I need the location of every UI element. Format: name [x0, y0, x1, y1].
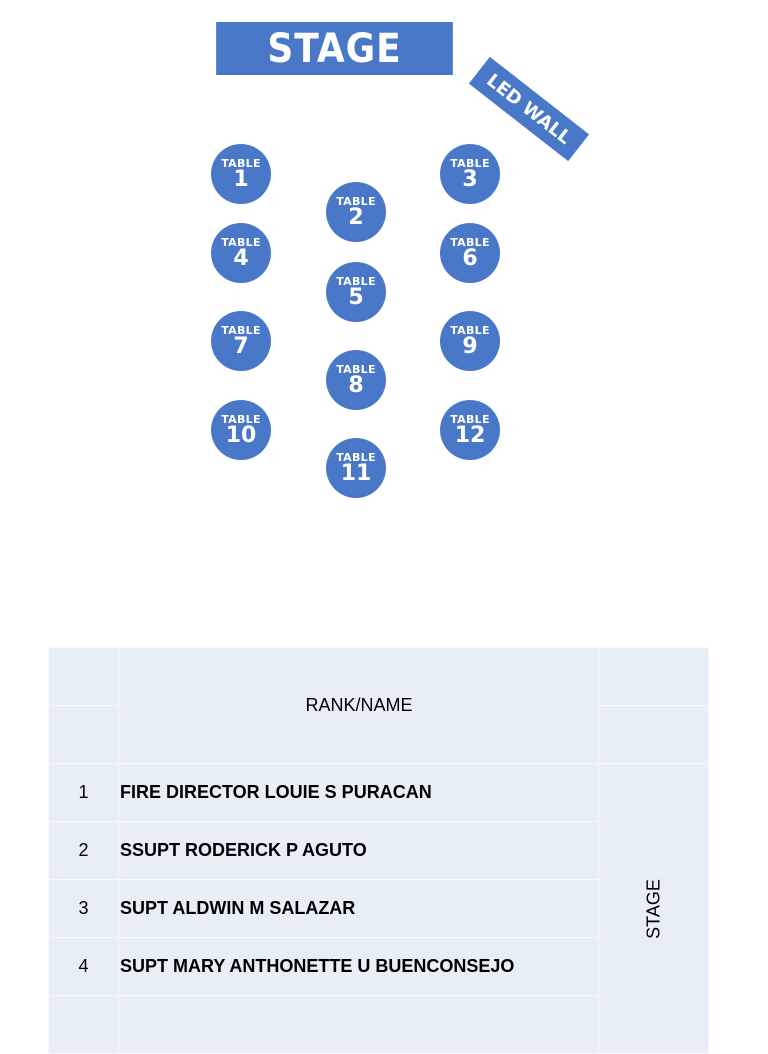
- table-number: 7: [233, 333, 249, 359]
- table-word: TABLE: [336, 362, 376, 376]
- stage-banner: STAGE: [216, 22, 453, 75]
- table-number: 8: [348, 372, 364, 398]
- stage-side-cell: [599, 764, 709, 1054]
- header-row: [49, 648, 709, 706]
- table-marker: [440, 311, 500, 371]
- guest-name: SSUPT RODERICK P AGUTO: [119, 822, 599, 880]
- table-marker: [326, 262, 386, 322]
- table-word: TABLE: [336, 274, 376, 288]
- row-number: 4: [49, 938, 119, 996]
- table-number: 2: [348, 204, 364, 230]
- empty-cell: [599, 648, 709, 706]
- led-wall: LED WALL: [469, 57, 589, 161]
- table-word: TABLE: [221, 235, 261, 249]
- table-marker: [211, 400, 271, 460]
- table-marker: [440, 144, 500, 204]
- table-number: 9: [462, 333, 478, 359]
- table-marker: [326, 438, 386, 498]
- stage-side-label: STAGE: [643, 878, 663, 939]
- guest-name: SUPT MARY ANTHONETTE U BUENCONSEJO: [119, 938, 599, 996]
- guest-name: FIRE DIRECTOR LOUIE S PURACAN: [119, 764, 599, 822]
- table-marker: [326, 350, 386, 410]
- table-number: 11: [340, 460, 372, 486]
- table-word: TABLE: [221, 156, 261, 170]
- table-word: TABLE: [450, 235, 490, 249]
- table-number: 6: [462, 245, 478, 271]
- table-marker: [440, 400, 500, 460]
- table-word: TABLE: [336, 450, 376, 464]
- table-word: TABLE: [336, 194, 376, 208]
- empty-cell: [49, 648, 119, 706]
- table-marker: [326, 182, 386, 242]
- table-marker: [211, 223, 271, 283]
- column-header-rank-name: RANK/NAME: [119, 648, 599, 764]
- table-word: TABLE: [221, 412, 261, 426]
- seating-table: [48, 647, 709, 1054]
- row-number: 2: [49, 822, 119, 880]
- table-number: 4: [233, 245, 249, 271]
- table-marker: [211, 144, 271, 204]
- table-number: 10: [225, 422, 257, 448]
- table-row: [49, 764, 709, 822]
- table-marker: [211, 311, 271, 371]
- table-number: 5: [348, 284, 364, 310]
- row-number: 3: [49, 880, 119, 938]
- empty-cell: [49, 706, 119, 764]
- empty-cell: [49, 996, 119, 1054]
- table-word: TABLE: [450, 412, 490, 426]
- row-number: 1: [49, 764, 119, 822]
- table-word: TABLE: [221, 323, 261, 337]
- guest-name: SUPT ALDWIN M SALAZAR: [119, 880, 599, 938]
- table-word: TABLE: [450, 323, 490, 337]
- table-number: 1: [233, 166, 249, 192]
- empty-cell: [599, 706, 709, 764]
- table-number: 3: [462, 166, 478, 192]
- table-number: 12: [454, 422, 486, 448]
- empty-cell: [119, 996, 599, 1054]
- table-word: TABLE: [450, 156, 490, 170]
- table-marker: [440, 223, 500, 283]
